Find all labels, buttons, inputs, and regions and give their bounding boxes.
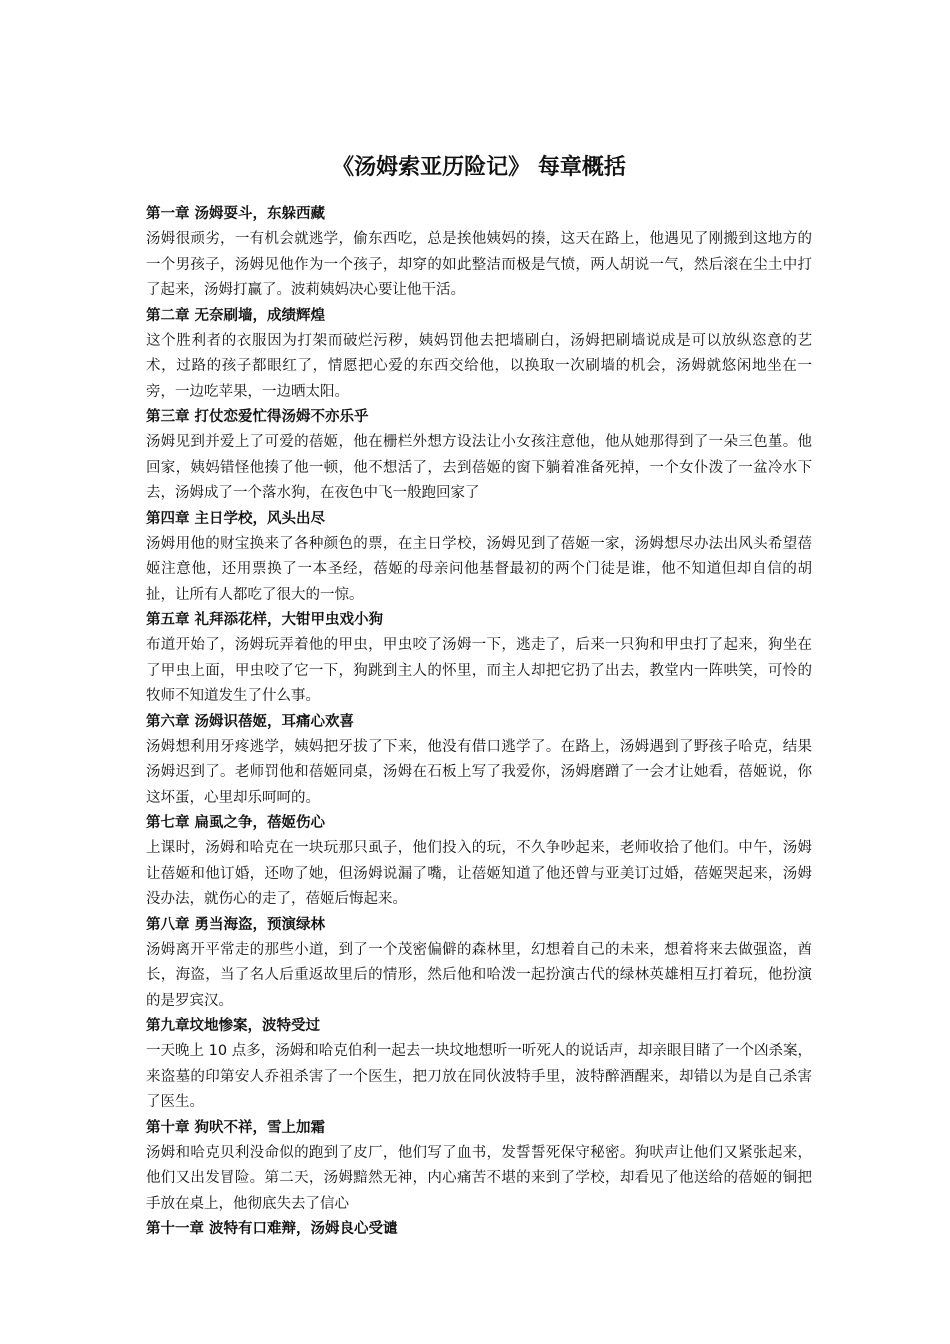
chapter-summary: 汤姆和哈克贝利没命似的跑到了皮厂，他们写了血书，发誓誓死保守秘密。狗吠声让他们又紧张起来，他们又出发冒险。第二天，汤姆黯然无神，内心痛苦不堪的来到了学校，却看见了他送给的蓓姬的铜把手放在桌上，他彻底失去了信心 [146,1144,812,1212]
chapter-heading: 第八章 勇当海盗，预演绿林 [146,916,326,933]
chapter-summary: 布道开始了，汤姆玩弄着他的甲虫，甲虫咬了汤姆一下，逃走了，后来一只狗和甲虫打了起来，狗坐在了甲虫上面，甲虫咬了它一下，狗跳到主人的怀里，而主人却把它扔了出去，教堂内一阵哄笑，可怜的牧师不知道发生了什么事。 [146,637,812,704]
chapter-7 [146,812,812,913]
chapter-heading: 第九章坟地惨案，波特受过 [146,1018,320,1034]
chapter-summary: 汤姆想利用牙疼逃学，姨妈把牙拔了下来，他没有借口逃学了。在路上，汤姆遇到了野孩子哈克，结果汤姆迟到了。老师罚他和蓓姬同桌，汤姆在石板上写了我爱你，汤姆磨蹭了一会才让她看，蓓姬说，你这坏蛋，心里却乐呵呵的。 [146,738,812,806]
document-title: 《汤姆索亚历险记》 每章概括 [332,155,626,180]
chapter-heading: 第四章 主日学校，风头出尽 [146,510,326,527]
chapter-6 [146,711,812,812]
chapter-summary: 汤姆很顽劣，一有机会就逃学，偷东西吃，总是挨他姨妈的揍，这天在路上，他遇见了刚搬到这地方的一个男孩子，汤姆见他作为一个孩子，却穿的如此整洁而极是气愤，两人胡说一气，然后滚在尘土中打了起来，汤姆打赢了。波莉姨妈决心要让他干活。 [146,231,812,298]
chapter-heading: 第十一章 波特有口难辩，汤姆良心受谴 [146,1221,398,1237]
chapter-heading: 第十章 狗吠不祥，雪上加霜 [146,1119,326,1136]
chapter-4 [146,508,812,609]
chapter-11 [146,1218,812,1240]
chapter-8 [146,914,812,1015]
chapter-heading: 第七章 扁虱之争，蓓姬伤心 [146,815,326,831]
chapter-10 [146,1117,812,1218]
chapter-summary: 汤姆用他的财宝换来了各种颜色的票，在主日学校，汤姆见到了蓓姬一家，汤姆想尽办法出风头希望蓓姬注意他，还用票换了一本圣经，蓓姬的母亲问他基督最初的两个门徒是谁，他不知道但却自信的胡扯，让所有人都吃了很大的一惊。 [146,535,812,603]
chapter-1 [146,203,812,304]
chapter-summary: 上课时，汤姆和哈克在一块玩那只虱子，他们投入的玩，不久争吵起来，老师收拾了他们。中午，汤姆让蓓姬和他订婚，还吻了她，但汤姆说漏了嘴，让蓓姬知道了他还曾与亚美订过婚，蓓姬哭起来，汤姆没办法，就伤心的走了，蓓姬后悔起来。 [146,840,812,907]
chapter-3 [146,406,812,507]
chapter-summary: 汤姆见到并爱上了可爱的蓓姬，他在栅栏外想方设法让小女孩注意他，他从她那得到了一朵三色堇。他回家，姨妈错怪他揍了他一顿，他不想活了，去到蓓姬的窗下躺着准备死掉，一个女仆泼了一盆冷水下去，汤姆成了一个落水狗，在夜色中飞一般跑回家了 [146,434,812,501]
chapter-5 [146,609,812,710]
document-page [146,150,812,1242]
chapter-9 [146,1015,812,1116]
chapter-summary: 一天晚上 10 点多，汤姆和哈克伯利一起去一块坟地想听一听死人的说话声，却亲眼目睹了一个凶杀案，来盗墓的印第安人乔祖杀害了一个医生，把刀放在同伙波特手里，波特醉酒醒来，却错以为是自己杀害了医生。 [146,1043,812,1110]
chapter-heading: 第六章 汤姆识蓓姬，耳痛心欢喜 [146,713,355,730]
chapter-2 [146,305,812,406]
chapter-summary: 汤姆离开平常走的那些小道，到了一个茂密偏僻的森林里，幻想着自己的未来，想着将来去做强盗，酋长，海盗，当了名人后重返故里后的情形，然后他和哈泼一起扮演古代的绿林英雄相互打着玩，他扮演的是罗宾汉。 [146,941,812,1009]
chapter-heading: 第一章 汤姆耍斗，东躲西藏 [146,206,326,222]
chapter-summary: 这个胜利者的衣服因为打架而破烂污秽，姨妈罚他去把墙刷白，汤姆把刷墙说成是可以放纵恣意的艺术，过路的孩子都眼红了，情愿把心爱的东西交给他，以换取一次刷墙的机会，汤姆就悠闲地坐在一旁，一边吃苹果，一边晒太阳。 [146,332,812,400]
chapter-heading: 第二章 无奈刷墙，成绩辉煌 [146,307,326,324]
chapter-heading: 第三章 打仗恋爱忙得汤姆不亦乐乎 [146,409,369,425]
chapter-heading: 第五章 礼拜添花样，大钳甲虫戏小狗 [146,612,384,628]
